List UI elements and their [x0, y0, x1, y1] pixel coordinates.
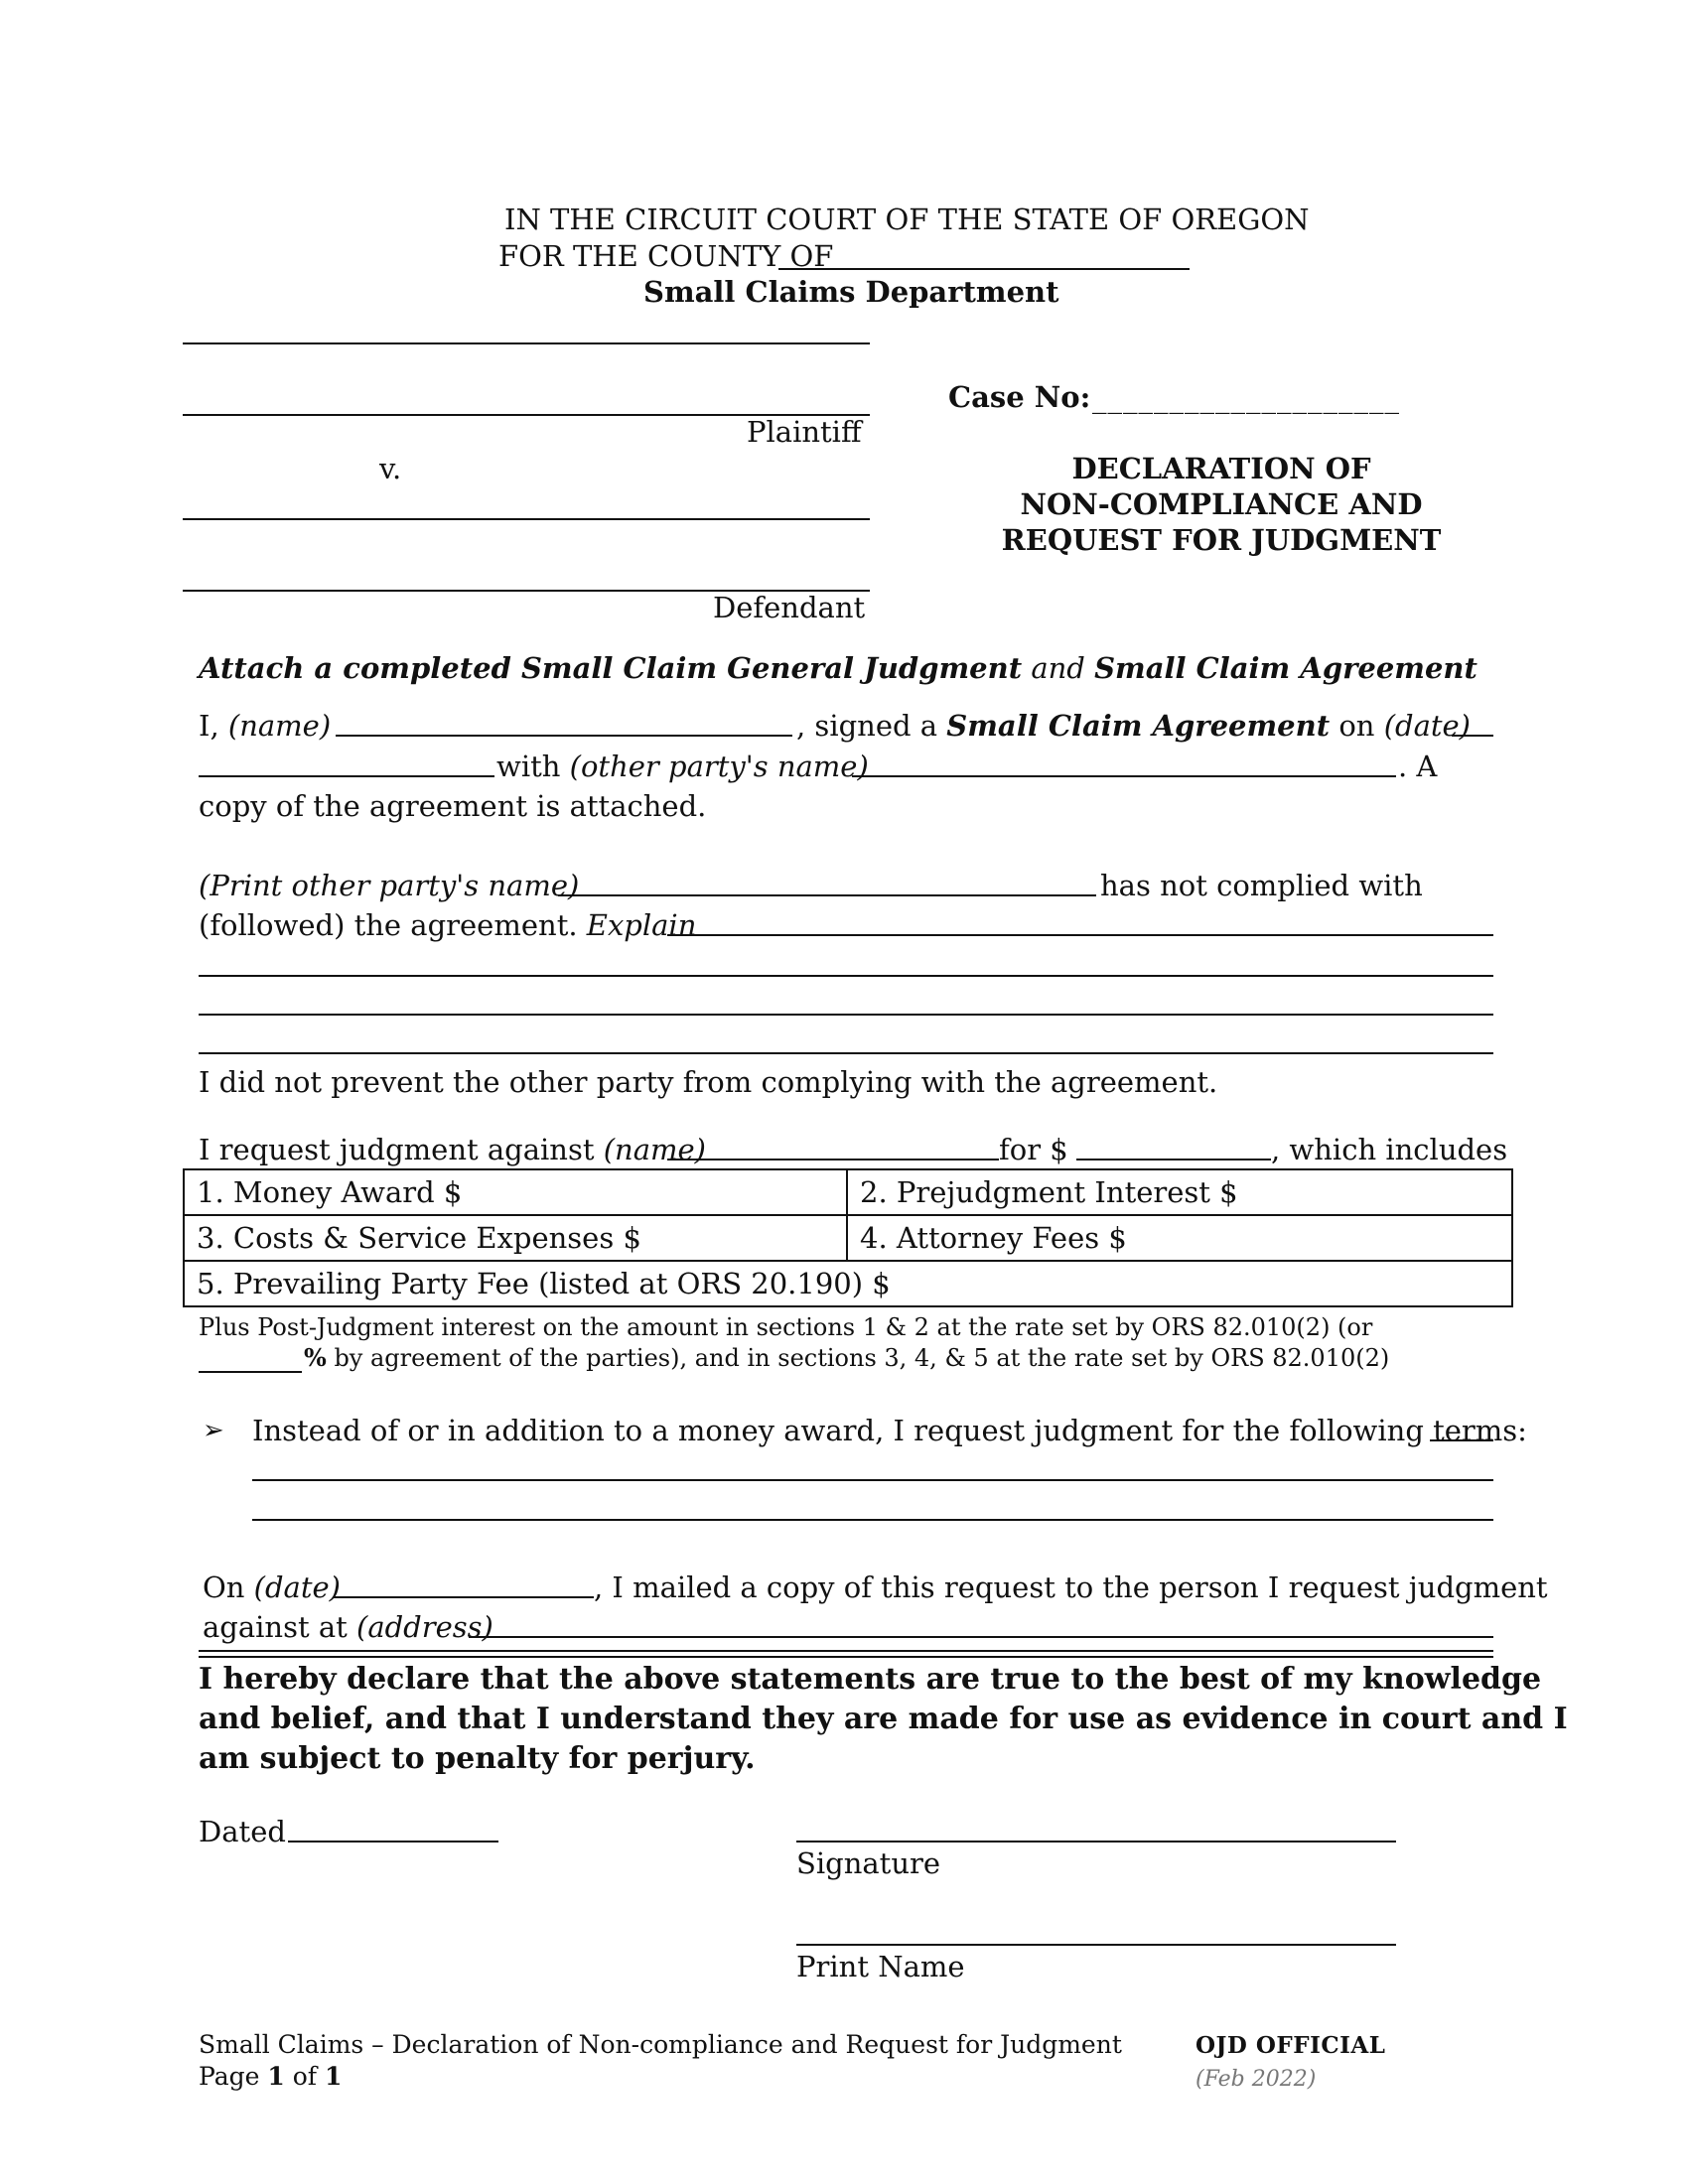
not-complied-text: has not complied with: [1100, 869, 1423, 902]
money-award-cell[interactable]: [184, 1169, 847, 1215]
para1-line1b: [796, 709, 1471, 743]
interest-rate-blank[interactable]: [199, 1371, 302, 1373]
prevailing-party-fee-cell[interactable]: [184, 1261, 1512, 1306]
defendant-label: Defendant: [713, 591, 866, 624]
footer-page-prefix: Page: [199, 2062, 268, 2091]
para1-with: with: [496, 750, 570, 783]
print-name-hint: (Print other party's name): [199, 869, 580, 902]
mailing-date-hint: (date): [253, 1570, 341, 1604]
case-no-field[interactable]: ____________________: [1092, 380, 1400, 414]
signature-line[interactable]: [796, 1841, 1396, 1843]
attach-note-and: and: [1022, 651, 1095, 685]
attach-note: [199, 651, 1477, 685]
arrow-bullet-icon: ➢: [203, 1416, 224, 1445]
footer-page-num: 1: [267, 2062, 285, 2091]
mailing-address-hint: (address): [356, 1610, 493, 1644]
table-row: [184, 1261, 1512, 1306]
attach-note-part1: Attach a completed: [199, 651, 521, 685]
court-line: IN THE CIRCUIT COURT OF THE STATE OF OREGON: [504, 203, 1310, 236]
mailing-address-blank[interactable]: [469, 1636, 1493, 1638]
costs-cell[interactable]: [184, 1215, 847, 1261]
county-label: FOR THE COUNTY OF: [498, 239, 834, 273]
attorney-fees-label: 4. Attorney Fees $: [860, 1221, 1127, 1255]
request-part1: [199, 1133, 706, 1166]
agreement-date-blank-1[interactable]: [1452, 735, 1493, 737]
did-not-prevent: I did not prevent the other party from complying with the agreement.: [199, 1065, 1218, 1099]
followed-text: (followed) the agreement.: [199, 908, 587, 942]
dated-blank[interactable]: [288, 1841, 498, 1843]
ojd-official-badge: OJD OFFICIAL: [1196, 2032, 1386, 2059]
explain-line-1[interactable]: [667, 934, 1493, 936]
explain-line-4[interactable]: [199, 1052, 1493, 1054]
form-title-2: NON-COMPLIANCE AND: [1020, 487, 1423, 521]
judgment-against-blank[interactable]: [667, 1159, 999, 1160]
double-rule-bottom: [199, 1656, 1493, 1658]
explain-hint: Explain: [586, 908, 697, 942]
explain-line-3[interactable]: [199, 1014, 1493, 1016]
awards-table: [183, 1168, 1513, 1307]
agreement-date-blank-2[interactable]: [199, 775, 494, 777]
para1-a: . A: [1398, 750, 1438, 783]
para1-copy: copy of the agreement is attached.: [199, 789, 707, 823]
print-name-line[interactable]: [796, 1944, 1396, 1946]
terms-line-3[interactable]: [252, 1519, 1493, 1521]
para1-agreement: Small Claim Agreement: [946, 709, 1331, 743]
form-title-1: DECLARATION OF: [1071, 452, 1371, 485]
court-heading: [397, 203, 1390, 236]
other-party-name-blank[interactable]: [852, 775, 1396, 777]
attorney-fees-cell[interactable]: [847, 1215, 1512, 1261]
terms-line-2[interactable]: [252, 1479, 1493, 1481]
attach-note-agreement: Small Claim Agreement: [1094, 651, 1477, 685]
noncomplying-party-blank[interactable]: [558, 894, 1096, 896]
money-award-label: 1. Money Award $: [197, 1175, 463, 1209]
costs-label: 3. Costs & Service Expenses $: [197, 1221, 641, 1255]
para1-line1: [199, 709, 331, 743]
para2-line2: [199, 908, 696, 942]
para1-i: I,: [199, 709, 228, 743]
prevailing-party-fee-label: 5. Prevailing Party Fee (listed at ORS 20.190) $: [197, 1267, 891, 1300]
interest-line-2: [304, 1343, 1389, 1373]
footer-page-of: of: [284, 2062, 325, 2091]
plaintiff-line-1[interactable]: [183, 342, 870, 344]
footer-date: (Feb 2022): [1196, 2067, 1317, 2092]
interest-line-2-text: by agreement of the parties), and in sections 3, 4, & 5 at the rate set by ORS 82.010(2): [326, 1344, 1390, 1372]
dated-label: Dated: [199, 1815, 286, 1848]
para1-signed: , signed a: [796, 709, 947, 743]
table-row: [184, 1169, 1512, 1215]
interest-pct: %: [304, 1343, 327, 1372]
defendant-line-1[interactable]: [183, 518, 870, 520]
attach-note-judgment: Small Claim General Judgment: [520, 651, 1023, 685]
para1-date-hint: (date): [1383, 709, 1471, 743]
mailing-against: [203, 1610, 493, 1644]
para1-line2: [496, 750, 869, 783]
footer-form-title: Small Claims – Declaration of Non-compliance and Request for Judgment: [199, 2030, 1122, 2059]
mailing-on: [203, 1570, 341, 1604]
prejudgment-interest-cell[interactable]: [847, 1169, 1512, 1215]
form-title-3: REQUEST FOR JUDGMENT: [1001, 523, 1442, 557]
declarant-name-blank[interactable]: [336, 735, 792, 737]
double-rule-top: [199, 1650, 1493, 1652]
para1-on: on: [1330, 709, 1384, 743]
terms-line-1[interactable]: [1430, 1439, 1493, 1441]
footer-page-total: 1: [324, 2062, 343, 2091]
declaration-line-2: and belief, and that I understand they are made for use as evidence in court and I: [199, 1702, 1568, 1736]
print-name-label: Print Name: [796, 1950, 965, 1983]
department-title: Small Claims Department: [643, 275, 1059, 309]
terms-text: Instead of or in addition to a money award, I request judgment for the following terms:: [252, 1414, 1527, 1447]
footer-page: [199, 2061, 342, 2093]
para1-other-hint: (other party's name): [569, 750, 869, 783]
county-blank[interactable]: [778, 268, 1190, 270]
prejudgment-interest-label: 2. Prejudgment Interest $: [860, 1175, 1238, 1209]
signature-label: Signature: [796, 1846, 941, 1880]
mailing-date-blank[interactable]: [334, 1596, 594, 1598]
mailing-against-text: against at: [203, 1610, 357, 1644]
case-no-label: Case No:: [948, 380, 1091, 414]
explain-line-2[interactable]: [199, 975, 1493, 977]
request-includes: , which includes: [1271, 1133, 1508, 1166]
table-row: [184, 1215, 1512, 1261]
mailing-text: , I mailed a copy of this request to the person I request judgment: [594, 1570, 1548, 1604]
request-text: I request judgment against: [199, 1133, 604, 1166]
versus-label: v.: [379, 452, 402, 485]
declaration-line-3: am subject to penalty for perjury.: [199, 1741, 756, 1776]
judgment-amount-blank[interactable]: [1076, 1159, 1271, 1160]
interest-line-1: Plus Post-Judgment interest on the amount in sections 1 & 2 at the rate set by ORS 82.010(2) (or: [199, 1313, 1373, 1341]
request-name-hint: (name): [603, 1133, 706, 1166]
plaintiff-label: Plaintiff: [747, 415, 862, 449]
declaration-line-1: I hereby declare that the above statements are true to the best of my knowledge: [199, 1662, 1542, 1697]
para1-name-hint: (name): [227, 709, 332, 743]
request-for: for $: [999, 1133, 1068, 1166]
mailing-on-text: On: [203, 1570, 254, 1604]
